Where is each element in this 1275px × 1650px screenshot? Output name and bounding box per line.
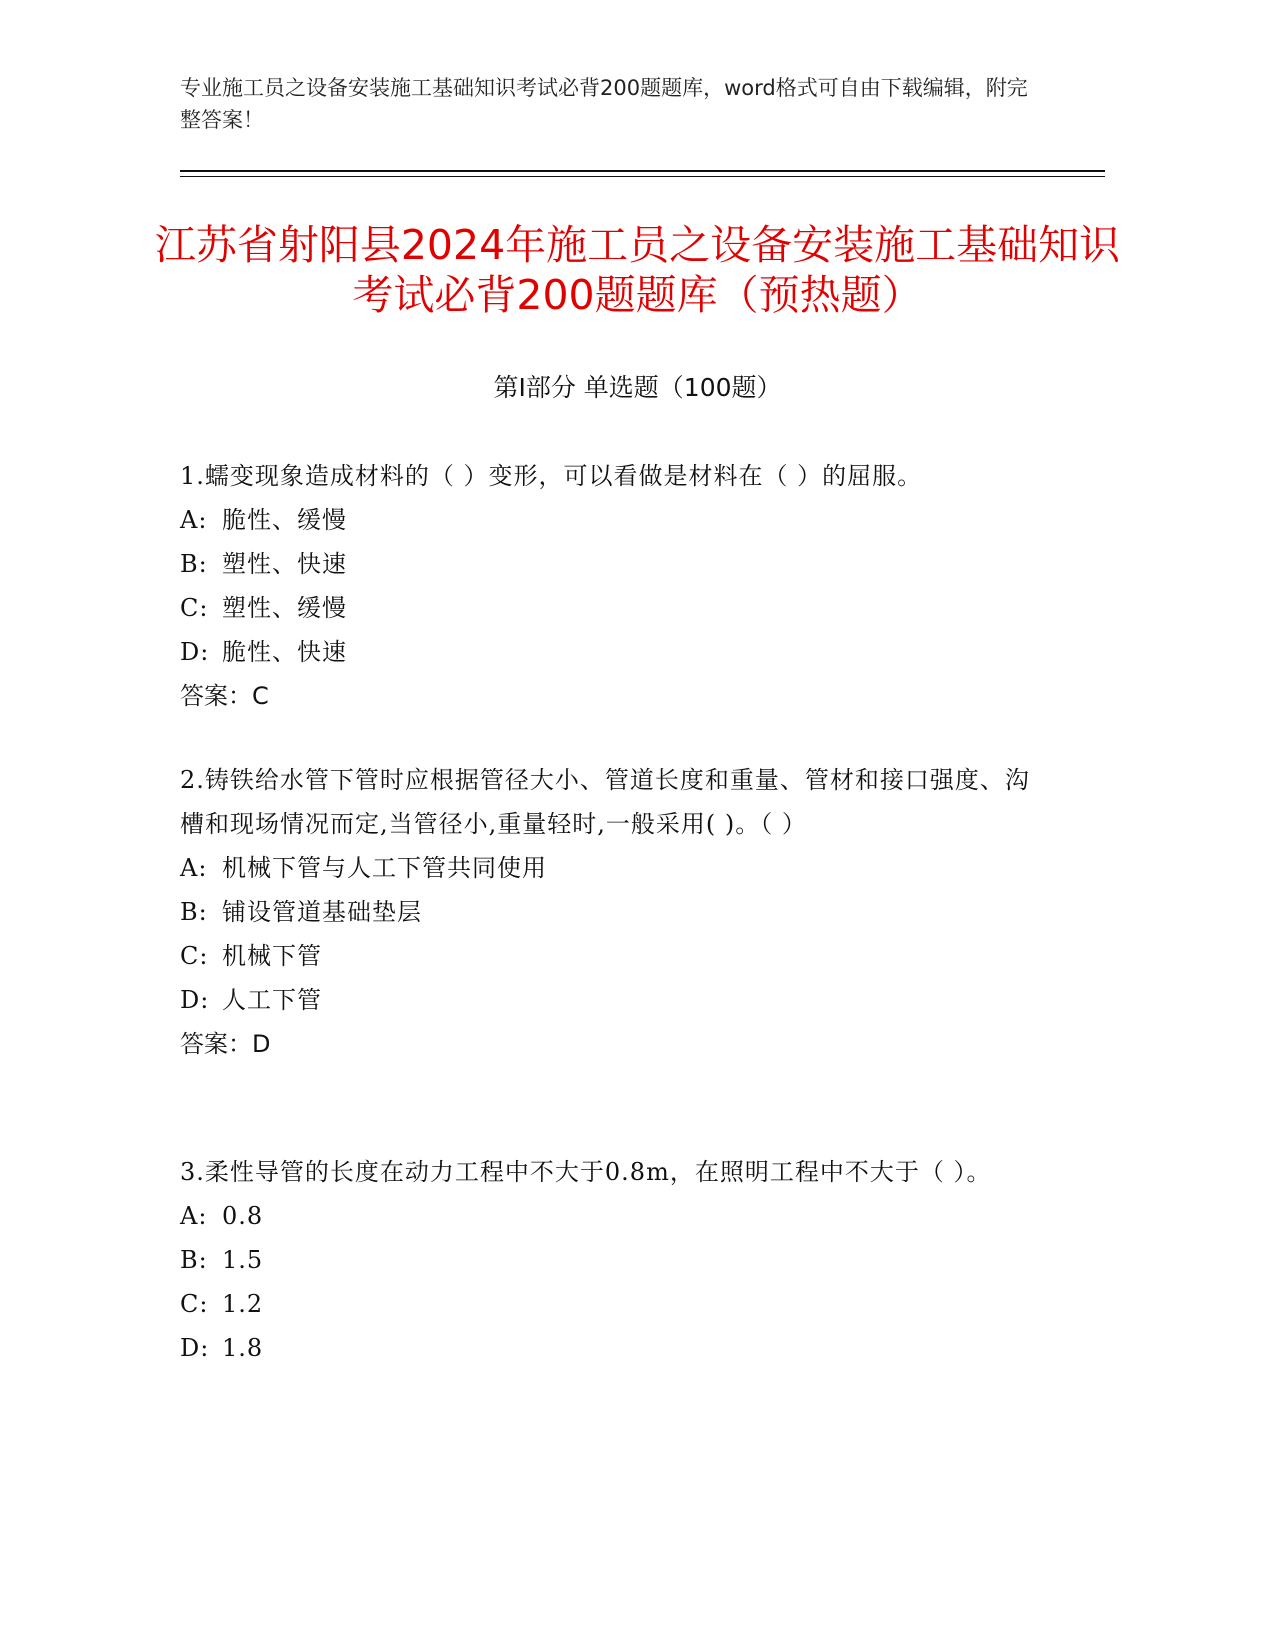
option-b — [180, 890, 1040, 934]
header-divider-thick — [180, 170, 1105, 172]
option-c — [180, 1282, 1040, 1326]
option-d — [180, 630, 1040, 674]
option-d — [180, 1326, 1040, 1370]
option-text: 塑性、缓慢 — [222, 594, 347, 622]
question-stem: 2.铸铁给水管下管时应根据管径大小、管道长度和重量、管材和接口强度、沟槽和现场情况而定,当管径小,重量轻时,一般采用( )。（ ） — [180, 766, 1030, 838]
question-stem: 1.蠕变现象造成材料的（ ）变形，可以看做是材料在（ ）的屈服。 — [180, 462, 923, 490]
option-text: 脆性、缓慢 — [222, 506, 347, 534]
option-a — [180, 498, 1040, 542]
question-stem: 3.柔性导管的长度在动力工程中不大于0.8m，在照明工程中不大于（ ）。 — [180, 1158, 992, 1186]
option-b — [180, 542, 1040, 586]
option-a — [180, 1194, 1040, 1238]
option-letter: A: — [180, 1202, 208, 1230]
section-title: 第Ⅰ部分 单选题（100题） — [493, 373, 782, 402]
option-text: 脆性、快速 — [222, 638, 347, 666]
option-text: 铺设管道基础垫层 — [222, 898, 422, 926]
question-1 — [180, 454, 1040, 718]
option-a — [180, 846, 1040, 890]
option-text: 塑性、快速 — [222, 550, 347, 578]
option-letter: D: — [180, 1334, 210, 1362]
option-c — [180, 586, 1040, 630]
question-3 — [180, 1150, 1040, 1370]
header-note: 专业施工员之设备安装施工基础知识考试必背200题题库，word格式可自由下载编辑，附完整答案！ — [180, 76, 1028, 132]
option-b — [180, 1238, 1040, 1282]
option-letter: D: — [180, 638, 210, 666]
answer: 答案：D — [180, 1030, 271, 1058]
option-letter: C: — [180, 1290, 209, 1318]
option-letter: B: — [180, 1246, 208, 1274]
option-letter: C: — [180, 942, 209, 970]
question-2 — [180, 758, 1040, 1066]
answer: 答案：C — [180, 682, 269, 710]
option-d — [180, 978, 1040, 1022]
option-c — [180, 934, 1040, 978]
option-letter: B: — [180, 550, 208, 578]
option-letter: D: — [180, 986, 210, 1014]
option-letter: A: — [180, 506, 208, 534]
option-text: 0.8 — [222, 1202, 264, 1230]
option-letter: C: — [180, 594, 209, 622]
option-text: 1.5 — [222, 1246, 264, 1274]
option-text: 人工下管 — [222, 986, 322, 1014]
header-divider-thin — [180, 176, 1105, 177]
document-title: 江苏省射阳县2024年施工员之设备安装施工基础知识考试必背200题题库（预热题） — [154, 221, 1121, 319]
option-text: 机械下管 — [222, 942, 322, 970]
option-letter: B: — [180, 898, 208, 926]
option-text: 机械下管与人工下管共同使用 — [222, 854, 547, 882]
option-text: 1.2 — [222, 1290, 264, 1318]
option-text: 1.8 — [222, 1334, 264, 1362]
option-letter: A: — [180, 854, 208, 882]
